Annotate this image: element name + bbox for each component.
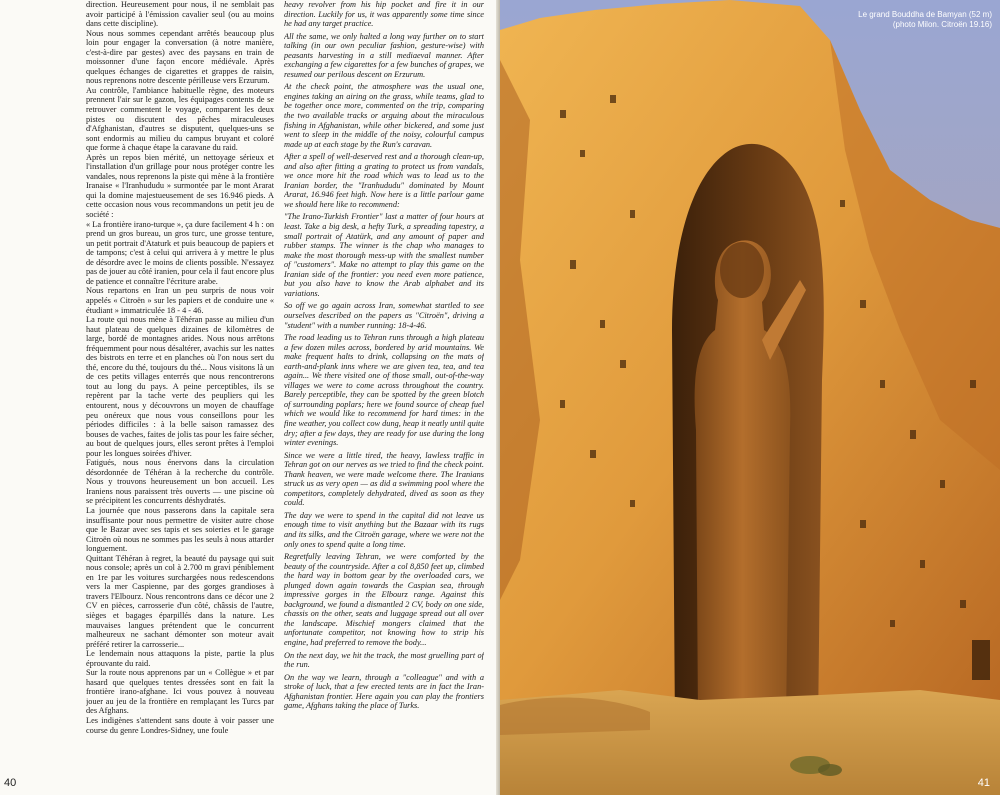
english-paragraph: "The Irano-Turkish Frontier" last a matter of four hours at least. Take a big desk, a hefty Turk, a spreading tapestry, a small portrait of Atatürk, and any amount of paper and rubber stamps. The winner is the chap who manages to make the most thorough mess-up with the smallest number of "customers". Make no attempt to play this game on the Iranian side of the frontier: you need even more patience, but you also have to know the Arab alphabet and its variations. [284, 212, 484, 298]
english-paragraph: The day we were to spend in the capital did not leave us enough time to visit anything but the Bazaar with its rugs and its silks, and the Citroën garage, where we were not the only ones to spend quite a long time. [284, 510, 484, 549]
french-paragraph: La journée que nous passerons dans la capitale sera insuffisante pour nous permettre de visiter autre chose que le Bazar avec ses tapis et ses soieries et le garage Citroën où nous ne sommes pas les seuls à nous attarder longuement. [86, 505, 274, 554]
french-paragraph: direction. Heureusement pour nous, il ne semblait pas avoir participé à l'émission cavalier seul (ou au moins dans cette discipline). [86, 0, 274, 29]
french-text-column [86, 0, 274, 735]
french-paragraph: Les indigènes s'attendent sans doute à voir passer une course du genre Londres-Sidney, une foule [86, 716, 274, 735]
cave-entrance [972, 640, 990, 680]
caption-credit: (photo Milon. Citroën 19.16) [892, 19, 992, 29]
buddha-head [720, 242, 764, 298]
left-page [0, 0, 496, 795]
buddha-photo [500, 0, 1000, 795]
english-paragraph: heavy revolver from his hip pocket and fire it in our direction. Luckily for us, it was apparently some time since he had any target practice. [284, 0, 484, 29]
english-paragraph: Regretfully leaving Tehran, we were comforted by the beauty of the countryside. After a col 8,850 feet up, climbed the hard way in bottom gear by the overloaded cars, we plunged down again towards the Caspian sea, through impressive gorges in the Elbourz range. Against this background, we found a dismantled 2 CV, body on one side, chassis on the other, seats and luggage spread out all over the landscape. Mischief mongers claimed that the unfortunate competitor, not knowing how to strip his engine, had preferred to remove the body... [284, 552, 484, 647]
french-paragraph: Sur la route nous apprenons par un « Collègue » et par hasard que quelques tentes dressées sont en fait la frontière irano-afghane. Ici vous pouvez à nouveau jouer au jeu de la frontière en remplaçant les Turcs par des Afghans. [86, 668, 274, 716]
english-paragraph: All the same, we only halted a long way further on to start talking (in our own peculiar fashion, gesture-wise) with peasants harvesting in a still mediaeval manner. After exchanging a few cigarettes for a few bunches of grapes, we resumed our perilous descent on Erzurum. [284, 31, 484, 79]
french-paragraph: Nous nous sommes cependant arrêtés beaucoup plus loin pour engager la conversation (à notre manière, c'est-à-dire par gestes) avec des paysans en train de moissonner d'une façon encore médiévale. Après quelques échanges de cigarettes et grappes de raisin, nous reprenons notre descente périlleuse vers Erzurum. [86, 28, 274, 86]
english-paragraph: On the way we learn, through a "colleague" and with a stroke of luck, that a few erected tents are in fact the Iran-Afghanistan frontier. Here again you can play the frontiers game, Afghans taking the place of Turks. [284, 672, 484, 711]
french-paragraph: Après un repos bien mérité, un nettoyage sérieux et l'installation d'un grillage pour nous protéger contre les vandales, nous reprenons la piste qui mène à la frontière Iranaise « l'Iranhududu » surmontée par le mont Ararat qui la domine majestueusement de ses 16.946 pieds. A cette occasion nous vous recommandons un petit jeu de société : [86, 152, 274, 220]
photo-caption [802, 10, 992, 29]
french-paragraph: Quittant Téhéran à regret, la beauté du paysage qui suit nous console; après un col à 2.700 m gravi péniblement en 1re par les voitures surchargées nous redescendons vers la mer Caspienne, par des gorges grandioses à travers l'Elbourz. Nous rencontrons dans ce décor une 2 CV en pièces, carrosserie d'un côté, châssis de l'autre, sièges et bagages éparpillés dans la nature. Les mauvaises langues prétendent que le concurrent malheureux ne sachant démonter son moteur avait préféré retirer la carrosserie... [86, 553, 274, 649]
french-paragraph: La route qui nous mène à Téhéran passe au milieu d'un haut plateau de quelques dizaines de kilomètres de large, bordé de montagnes arides. Nous nous arrêtons fréquemment pour nous désaltérer, avachis sur les nattes des bistrots en terre et en planches où l'on nous sert du thé, encore du thé, toujours du thé... Nous visitons là un de ces petits villages enterrés que nous rencontrerons tout au long du pays. A peine perceptibles, ils se repèrent par la tache verte des peupliers qui les entourent, nous y découvrons un moyen de chauffage peu onéreux que nous vous conseillons pour les périodes difficiles : à la belle saison ramassez des bouses de vaches, faites de jolis tas pour les faire sécher, au bout de quelques jours, elles seront prêtes à l'emploi pour les longues soirées d'hiver. [86, 315, 274, 458]
shrub-small [818, 764, 842, 776]
french-paragraph: « La frontière irano-turque », ça dure facilement 4 h : on prend un gros bureau, un gros turc, une grosse tenture, un petit portrait d'Ataturk et puis beaucoup de papiers et de tampons; c'est à celui qui arrivera à y mettre le plus de désordre avec le moins de clients possible. N'essayez pas de jouer au côté iranien, pour cela il faut encore plus de patience et connaître l'écriture arabe. [86, 219, 274, 286]
bamyan-buddha-illustration [500, 0, 1000, 795]
english-paragraph: At the check point, the atmosphere was the usual one, engines taking an airing on the grass, while teams, glad to be together once more, commented on the trip, comparing the two available tracks or arguing about the miraculous fishing in Afghanistan, while other bickered, and some just went to sleep in the middle of the noisy, colourful campus made up at each stage by the Run's caravan. [284, 82, 484, 149]
english-paragraph: On the next day, we hit the track, the most gruelling part of the run. [284, 650, 484, 670]
french-paragraph: Le lendemain nous attaquons la piste, partie la plus éprouvante du raid. [86, 649, 274, 668]
french-paragraph: Nous repartons en Iran un peu surpris de nous voir appelés « Citroën » sur les papiers et de conduire une « étudiant » immatriculée 18 - 4 - 46. [86, 286, 274, 315]
page-number-right: 41 [977, 777, 990, 789]
english-paragraph: Since we were a little tired, the heavy, lawless traffic in Tehran got on our nerves as we tried to find the check point. Thank heaven, we were made welcome there. The Iranians struck us as very open — as did a swimming pool where the competitors, completely dehydrated, dived as soon as they could. [284, 450, 484, 508]
english-paragraph: The road leading us to Tehran runs through a high plateau a few dozen miles across, bordered by arid mountains. We make frequent halts to drink, collapsing on the mats of earth-and-plank inns where we are given tea, tea, and tea again... We there visited one of those small, out-of-the-way villages we were to come across throughout the country. Barely perceptible, they can be spotted by the green blotch of surrounding poplars; here we found source of cheap fuel which we would like to recommend for hard times: in the fine weather, you collect cow dung, heap it neatly until quite dry; after a few days, they are ready for use during the long winter evenings. [284, 333, 484, 448]
french-paragraph: Au contrôle, l'ambiance habituelle règne, des moteurs prennent l'air sur le gazon, les équipages contents de se retrouver commentent le voyage, comparent les deux pistes ou discutent des pêches miraculeuses d'Afghanistan, d'autres se disputent, quelques-uns se sont endormis au milieu du campus bruyant et coloré que forme à chaque étape la caravane du raid. [86, 85, 274, 153]
english-text-column [284, 0, 484, 711]
english-paragraph: After a spell of well-deserved rest and a thorough clean-up, and also after fitting a grating to protect us from vandals, we once more hit the road which was to lead us to the Iranian border, the "Iranhududu" dominated by Mount Ararat, 16.946 feet high. Now here is a little parlour game we should here like to recommend: [284, 152, 484, 209]
page-number-left: 40 [4, 777, 17, 789]
english-paragraph: So off we go again across Iran, somewhat startled to see ourselves described on the papers as "Citroën", driving a "student" with a number running: 18-4-46. [284, 301, 484, 330]
french-paragraph: Fatigués, nous nous énervons dans la circulation désordonnée de Téhéran à la recherche du contrôle. Nous y trouvons heureusement un bon accueil. Les Iraniens nous paraissent très ouverts — une piscine où se précipitent les concurrents déshydratés. [86, 458, 274, 506]
caption-title: Le grand Bouddha de Bamyan (52 m) [858, 10, 992, 19]
